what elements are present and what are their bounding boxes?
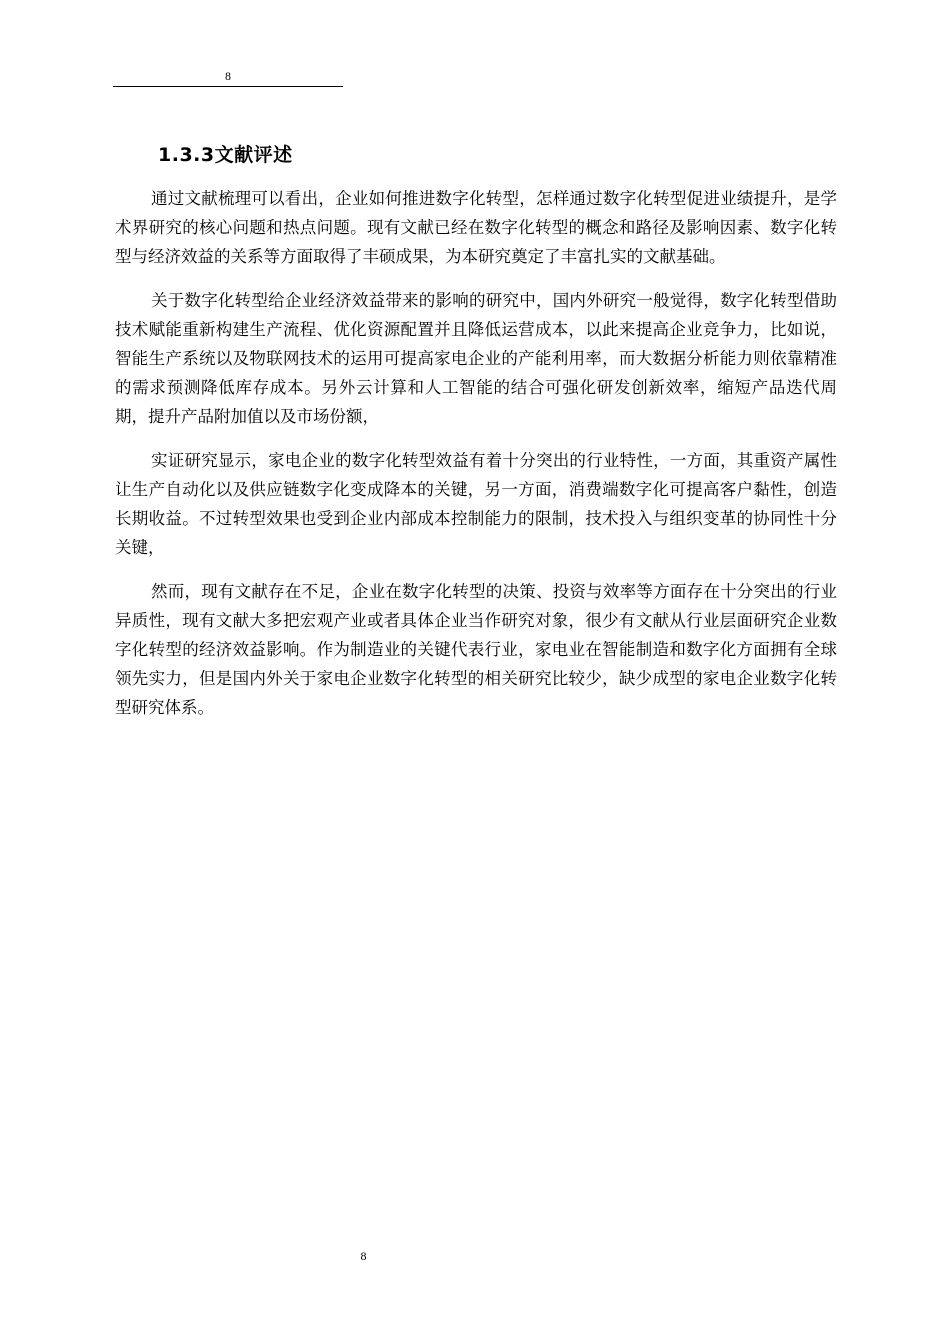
section-heading: 1.3.3文献评述 [158, 144, 293, 166]
paragraph-2: 关于数字化转型给企业经济效益带来的影响的研究中，国内外研究一般觉得，数字化转型借助技术赋能重新构建生产流程、优化资源配置并且降低运营成本，以此来提高企业竞争力，比如说，智能生产系统以及物联网技术的运用可提高家电企业的产能利用率，而大数据分析能力则依靠精准的需求预测降低库存成本。另外云计算和人工智能的结合可强化研发创新效率，缩短产品迭代周期，提升产品附加值以及市场份额， [115, 291, 837, 426]
paragraph-1: 通过文献梳理可以看出，企业如何推进数字化转型，怎样通过数字化转型促进业绩提升，是学术界研究的核心问题和热点问题。现有文献已经在数字化转型的概念和路径及影响因素、数字化转型与经济效益的关系等方面取得了丰硕成果，为本研究奠定了丰富扎实的文献基础。 [115, 189, 837, 266]
paragraph-3: 实证研究显示，家电企业的数字化转型效益有着十分突出的行业特性，一方面，其重资产属性让生产自动化以及供应链数字化变成降本的关键，另一方面，消费端数字化可提高客户黏性，创造长期收益。不过转型效果也受到企业内部成本控制能力的限制，技术投入与组织变革的协同性十分关键， [115, 451, 837, 557]
paragraph-4: 然而，现有文献存在不足，企业在数字化转型的决策、投资与效率等方面存在十分突出的行业异质性，现有文献大多把宏观产业或者具体企业当作研究对象，很少有文献从行业层面研究企业数字化转型的经济效益影响。作为制造业的关键代表行业，家电业在智能制造和数字化方面拥有全球领先实力，但是国内外关于家电企业数字化转型的相关研究比较少，缺少成型的家电企业数字化转型研究体系。 [115, 582, 837, 717]
body-text [115, 184, 837, 737]
footer-page-number: 8 [360, 1249, 367, 1263]
header-page-number: 8 [225, 69, 231, 83]
header-divider [113, 86, 343, 87]
